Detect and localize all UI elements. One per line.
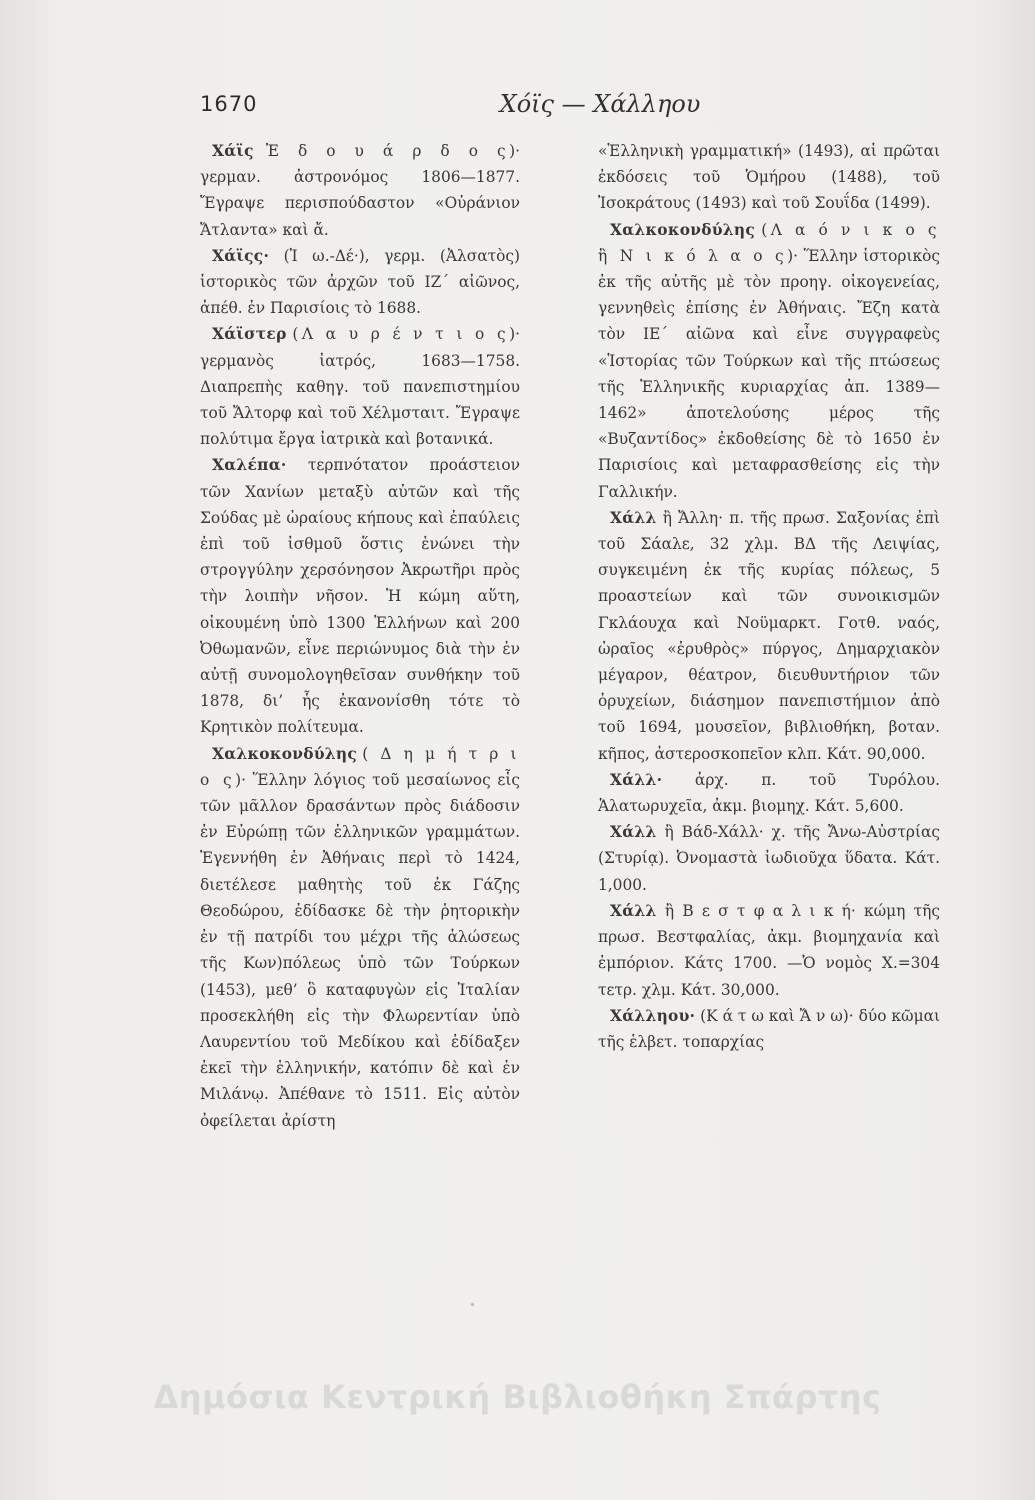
running-title: Χόϊς — Χάλληου [499, 90, 701, 118]
entry-text: )· γερμαν. ἀστρονόμος 1806—1877. Ἔγραψε περισπούδαστον «Οὐράνιον Ἄτλαντα» καὶ ἄ. [200, 142, 520, 239]
entry-chall-westphalia [598, 898, 940, 1003]
entry-headword: Χάλληου· [610, 1006, 696, 1025]
entry-text: ἀρχ. π. τοῦ Τυρόλου. Ἁλατωρυχεῖα, ἀκμ. βιομηχ. Κάτ. 5,600. [598, 770, 940, 816]
entry-headword: Χαλκοκονδύλης [610, 220, 756, 239]
page-header [0, 92, 1035, 132]
entry-headword: Χάλλ [610, 823, 657, 842]
entry-text: ἢ Βάδ-Χάλλ· χ. τῆς Ἄνω-Αὐστρίας (Στυρίᾳ). Ὀνομαστὰ ἰωδιοῦχα ὕδατα. Κάτ. 1,000. [598, 823, 940, 894]
library-watermark: Δημόσια Κεντρική Βιβλιοθήκη Σπάρτης [153, 1378, 882, 1416]
entry-text: ἢ Β ε σ τ φ α λ ι κ ή· κώμη τῆς πρωσ. Βεστφαλίας, ἀκμ. βιομηχανία καὶ ἐμπόριον. Κάτς 1700. —Ὁ νομὸς Χ.=304 τετρ. χλμ. Κάτ. 30,000. [598, 901, 940, 999]
entry-challiou [598, 1003, 940, 1055]
entry-spaced-name: (Λ α ό ν ι κ ο ς ἢ Ν ι κ ό λ α ο ς [598, 220, 940, 265]
entry-headword: Χαλκοκονδύλης [212, 744, 358, 763]
entry-chall-saxony [598, 505, 940, 767]
entry-text: τερπνότατον προάστειον τῶν Χανίων μεταξὺ αὐτῶν καὶ τῆς Σούδας μὲ ὡραίους κήπους καὶ ἐπαύλεις ἐπὶ τοῦ ἰσθμοῦ ὅστις ἑνώνει τὴν στρογγύλην χερσόνησον Ἀκρωτῆρι πρὸς τὴν λοιπὴν νῆσον. Ἡ κώμη αὕτη, οἰκουμένη ὑπὸ 1300 Ἑλλήνων καὶ 200 Ὀθωμανῶν, εἶνε περιώνυμος διὰ τὴν ἐν αὐτῇ συνομολογηθεῖσαν συνθήκην τοῦ 1878, δι’ ἧς ἐκανονίσθη τότε τὸ Κρητικὸν πολίτευμα. [200, 456, 520, 737]
entry-headword: Χάλλ [610, 901, 657, 920]
entry-spaced-name: ( Δ η μ ή τ ρ ι ο ς [200, 744, 520, 789]
entry-chaiss [200, 243, 520, 322]
entry-chalkokondylis-dimitrios [200, 741, 520, 1134]
entry-text: (Ἰ ω.-Δέ·), γερμ. (Ἀλσατὸς) ἱστορικὸς τῶν ἀρχῶν τοῦ ΙΖ΄ αἰῶνος, ἀπέθ. ἐν Παρισίοις τὸ 1688. [200, 246, 520, 318]
entry-continuation [598, 138, 940, 217]
entry-text: (Κ ά τ ω καὶ Ἄ ν ω)· δύο κῶμαι τῆς ἑλβετ. τοπαρχίας [598, 1006, 940, 1051]
left-column [200, 138, 520, 1134]
entry-chais-edouardos [200, 138, 520, 243]
entry-headword: Χάϊςς· [212, 246, 270, 265]
entry-headword: Χάλλ· [610, 770, 663, 789]
entry-chalkokondylis-laonikos [598, 217, 940, 505]
entry-text: «Ἑλληνικὴ γραμματική» (1493), αἱ πρῶται ἐκδόσεις τοῦ Ὁμήρου (1488), τοῦ Ἰσοκράτους (1493) καὶ τοῦ Σουΐδα (1499). [598, 142, 940, 213]
page-number: 1670 [200, 92, 258, 116]
entry-chaister [200, 321, 520, 452]
entry-text: )· Ἕλλην ἱστορικὸς ἐκ τῆς αὐτῆς μὲ τὸν προηγ. οἰκογενείας, γεννηθεὶς ἐπίσης ἐν Ἀθήναις. Ἔζη κατὰ τὸν ΙΕ΄ αἰῶνα καὶ εἶνε συγγραφεὺς «Ἱστορίας τῶν Τούρκων καὶ τῆς πτώσεως τῆς Ἑλληνικῆς κυριαρχίας ἀπ. 1389—1462» ἀποτελούσης μέρος τῆς «Βυζαντίδος» ἐκδοθείσης δὲ τὸ 1650 ἐν Παρισίοις καὶ μεταφρασθείσης εἰς τὴν Γαλλικήν. [598, 246, 940, 501]
entry-chalepa [200, 452, 520, 740]
right-column [598, 138, 940, 1055]
entry-chall-tyrol [598, 767, 940, 819]
entry-spaced-name: (Λ α υ ρ έ ν τ ι ο ς [292, 325, 510, 344]
entry-text: )· Ἕλλην λόγιος τοῦ μεσαίωνος εἷς τῶν μᾶλλον δρασάντων πρὸς διάδοσιν ἐν Εὐρώπῃ τῶν ἑλληνικῶν γραμμάτων. Ἐγεννήθη ἐν Ἀθήναις περὶ τὸ 1424, διετέλεσε μαθητὴς τοῦ ἐκ Γάζης Θεοδώρου, ἐδίδασκε δὲ τὴν ῥητορικὴν ἐν τῇ πατρίδι του μέχρι τῆς ἁλώσεως τῆς Κων)πόλεως ὑπὸ τῶν Τούρκων (1453), μεθ’ ὃ καταφυγὼν εἰς Ἰταλίαν προσεκλήθη εἰς τὴν Φλωρεντίαν ὑπὸ Λαυρεντίου τοῦ Μεδίκου καὶ ἐδίδαξεν ἐκεῖ τὴν ἑλληνικήν, κατόπιν δὲ καὶ ἐν Μιλάνῳ. Ἀπέθανε τὸ 1511. Εἰς αὐτὸν ὀφείλεται ἀρίστη [200, 770, 520, 1130]
entry-headword: Χάϊς [212, 142, 254, 160]
entry-text: ἢ Ἄλλη· π. τῆς πρωσ. Σαξονίας ἐπὶ τοῦ Σάαλε, 32 χλμ. ΒΔ τῆς Λειψίας, συγκειμένη ἐκ τῆς κυρίας πόλεως, 5 προαστείων καὶ τῶν συνοικισμῶν Γκλάουχα καὶ Νοϋμαρκτ. Γοτθ. ναός, ὡραῖος «ἐρυθρὸς» πύργος, Δημαρχιακὸν μέγαρον, θέατρον, διευθυντήριον τῶν ὀρυχείων, διάσημον πανεπιστήμιον ἀπὸ τοῦ 1694, μουσεῖον, βιβλιοθήκη, βοταν. κῆπος, ἀστεροσκοπεῖον κλπ. Κάτ. 90,000. [598, 508, 940, 763]
entry-text: )· γερμανὸς ἰατρός, 1683—1758. Διαπρεπὴς καθηγ. τοῦ πανεπιστημίου τοῦ Ἄλτορφ καὶ τοῦ Χέλμσταιτ. Ἔγραψε πολύτιμα ἔργα ἰατρικὰ καὶ βοτανικά. [200, 325, 520, 449]
entry-headword: Χαλέπα· [212, 456, 287, 475]
entry-bad-chall [598, 819, 940, 898]
entry-headword: Χάϊστερ [212, 325, 287, 344]
stray-mark [471, 1303, 474, 1306]
entry-headword: Χάλλ [610, 508, 657, 527]
entry-spaced-name: Ἐ δ ο υ ά ρ δ ο ς [265, 142, 510, 160]
